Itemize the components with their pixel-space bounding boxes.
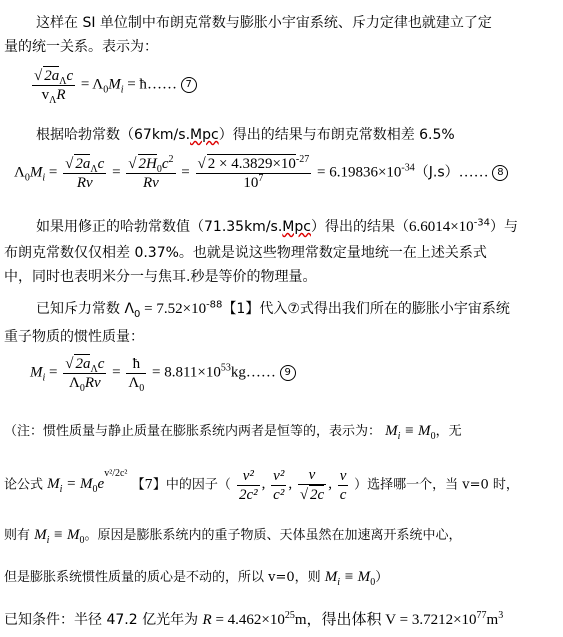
note-line4: 但是膨胀系统惯性质量的质心是不动的，所以 v=0，则 $M_i \equiv M_0$） [4, 569, 389, 588]
note-line2: 论公式 $M_i = M_0e^{v^2/2c^2}$ 【7】中的因子（ $\frac{\text{v²}}{\text{2c²}}$ , $\frac{\text{v²}}{\text{c²}}$ , $\frac{v}{√ 2c}$ , $\frac{v}{c}$ ）选择哪一个，当 v=0 时， [4, 467, 519, 503]
factor-3: $\frac{v}{√ 2c}$ [299, 467, 325, 503]
factor-1: $\frac{\text{v²}}{\text{2c²}}$ [239, 467, 258, 503]
para4-line2: 重子物质的惯性质量： [4, 329, 144, 345]
note-line3: 则有 $M_i \equiv M_0$。原因是膨胀系统内的重子物质、天体虽然在加速离开系统中心， [4, 527, 462, 546]
equation-8: $\Lambda_0M_i$ = $\frac{√ 2a_\Lambda c}{Rv}$ = $\frac{√ 2H_0c^2}{Rv}$ = $\frac{√ 2 \times 4.3829\times 10^{-27}}{10^7}$ = $6.19836\times 10^{-34}(J.s)\dots\dots$ 8 [14, 154, 508, 192]
para1-line1: 这样在 SI 单位制中布朗克常数与膨胀小宇宙系统、斥力定律也就建立了定 [36, 15, 492, 31]
eq8-fraction-3: $\frac{√ 2 \times 4.3829\times 10^{-27}}{10^7}$ [197, 154, 310, 191]
para1-line2: 量的统一关系。表示为： [4, 39, 158, 55]
note-line1: （注：惯性质量与静止质量在膨胀系统内两者是恒等的，表示为： $M_i \equiv M_0$，无 [4, 423, 462, 442]
eq7-tag: 7 [181, 77, 197, 93]
eq7-fraction: $\frac{√ 2a_\Lambda c}{v_\Lambda R}$ [34, 68, 74, 106]
eq9-tag: 9 [280, 365, 296, 381]
para5: 已知条件：半径 47.2 亿光年为 $R = 4.462\times 10^{25}m$，得出体积 $V = 3.7212\times 10^{77}m^3$ [4, 610, 504, 628]
para3-line1: 如果用修正的哈勃常数值（71.35km/s.Mpc）得出的结果$(6.6014\times 10^{-34})$与 [36, 217, 519, 235]
factor-4: $\frac{v}{c}$ [339, 467, 347, 503]
eq9-fraction-2: $\frac{ħ}{\Lambda_0}$ [128, 355, 145, 394]
eq8-tag: 8 [492, 165, 508, 181]
eq8-fraction-1: $\frac{√ 2a_\Lambda c}{Rv}$ [65, 156, 105, 191]
factor-2: $\frac{\text{v²}}{\text{c²}}$ [273, 467, 285, 503]
para3-line3: 中，同时也表明米分一与焦耳.秒是等价的物理量。 [4, 269, 317, 285]
para4-line1: 已知斥力常数 $\Lambda_0 = 7.52\times 10^{-88}$【1】代入⑦式得出我们所在的膨胀小宇宙系统 [36, 299, 510, 320]
eq8-fraction-2: $\frac{√ 2H_0c^2}{Rv}$ [128, 154, 174, 191]
para3-line2: 布朗克常数仅仅相差 0.37%。也就是说这些物理常数定量地统一在上述关系式 [4, 245, 487, 261]
eq9-fraction-1: $\frac{√ 2a_\Lambda c}{\Lambda_0Rv}$ [65, 356, 105, 394]
para2: 根据哈勃常数（67km/s.Mpc）得出的结果与布朗克常数相差 6.5% [36, 127, 455, 143]
equation-9: $M_i$ = $\frac{√ 2a_\Lambda c}{\Lambda_0Rv}$ = $\frac{ħ}{\Lambda_0}$ = $8.811\times 10^{53}kg\dots\dots$ 9 [30, 354, 296, 392]
equation-7: $\frac{√ 2a_\Lambda c}{v_\Lambda R}$ = $\Lambda_0M_i$ = ħ…… 7 [30, 66, 197, 104]
